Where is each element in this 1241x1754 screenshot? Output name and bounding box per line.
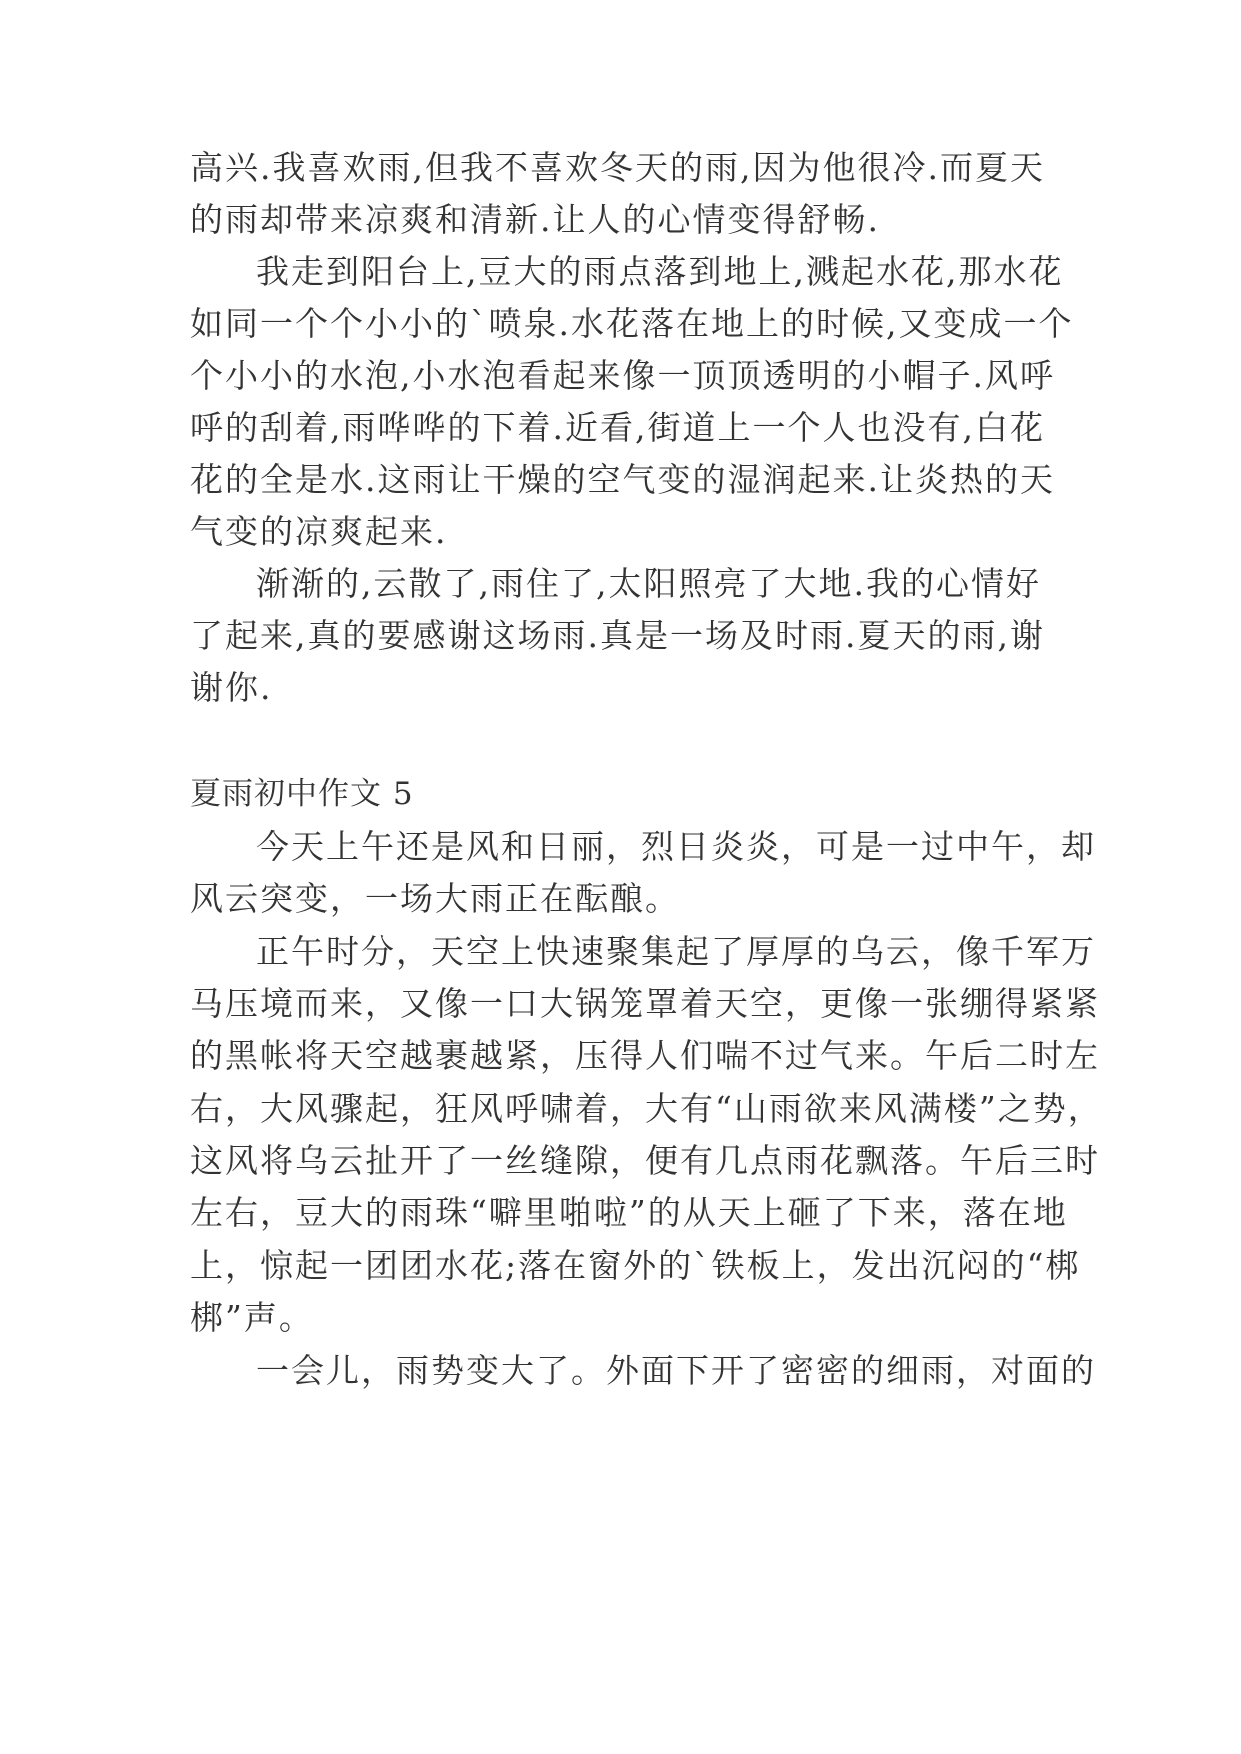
text-line: 一会儿，雨势变大了。外面下开了密密的细雨，对面的 <box>256 1351 1096 1390</box>
text-line: 的黑帐将天空越裹越紧，压得人们喘不过气来。午后二时左 <box>190 1036 1100 1075</box>
text-line: 渐渐的,云散了,雨住了,太阳照亮了大地.我的心情好 <box>256 564 1041 603</box>
text-line: 马压境而来，又像一口大锅笼罩着天空，更像一张绷得紧紧 <box>190 984 1100 1023</box>
text-line: 高兴.我喜欢雨,但我不喜欢冬天的雨,因为他很冷.而夏天 <box>190 148 1045 187</box>
text-line: 风云突变，一场大雨正在酝酿。 <box>190 879 680 918</box>
text-line: 右，大风骤起，狂风呼啸着，大有“山雨欲来风满楼”之势， <box>190 1089 1103 1128</box>
text-line: 梆”声。 <box>190 1298 314 1337</box>
section-title: 夏雨初中作文 5 <box>190 776 414 812</box>
text-line: 了起来,真的要感谢这场雨.真是一场及时雨.夏天的雨,谢 <box>190 616 1045 655</box>
text-line: 今天上午还是风和日丽，烈日炎炎，可是一过中午，却 <box>256 827 1096 866</box>
text-line: 正午时分，天空上快速聚集起了厚厚的乌云，像千军万 <box>256 932 1096 971</box>
text-line: 花的全是水.这雨让干燥的空气变的湿润起来.让炎热的天 <box>190 460 1055 499</box>
text-line: 我走到阳台上,豆大的雨点落到地上,溅起水花,那水花 <box>256 252 1064 291</box>
text-line: 如同一个个小小的`喷泉.水花落在地上的时候,又变成一个 <box>190 304 1074 343</box>
text-line: 谢你. <box>190 668 273 707</box>
text-line: 上，惊起一团团水花;落在窗外的`铁板上，发出沉闷的“梆 <box>190 1246 1081 1285</box>
text-line: 的雨却带来凉爽和清新.让人的心情变得舒畅. <box>190 200 880 239</box>
text-line: 左右，豆大的雨珠“噼里啪啦”的从天上砸了下来，落在地 <box>190 1193 1068 1232</box>
text-line: 这风将乌云扯开了一丝缝隙，便有几点雨花飘落。午后三时 <box>190 1141 1100 1180</box>
text-line: 个小小的水泡,小水泡看起来像一顶顶透明的小帽子.风呼 <box>190 356 1055 395</box>
text-line: 呼的刮着,雨哗哗的下着.近看,街道上一个人也没有,白花 <box>190 408 1045 447</box>
text-line: 气变的凉爽起来. <box>190 512 448 551</box>
